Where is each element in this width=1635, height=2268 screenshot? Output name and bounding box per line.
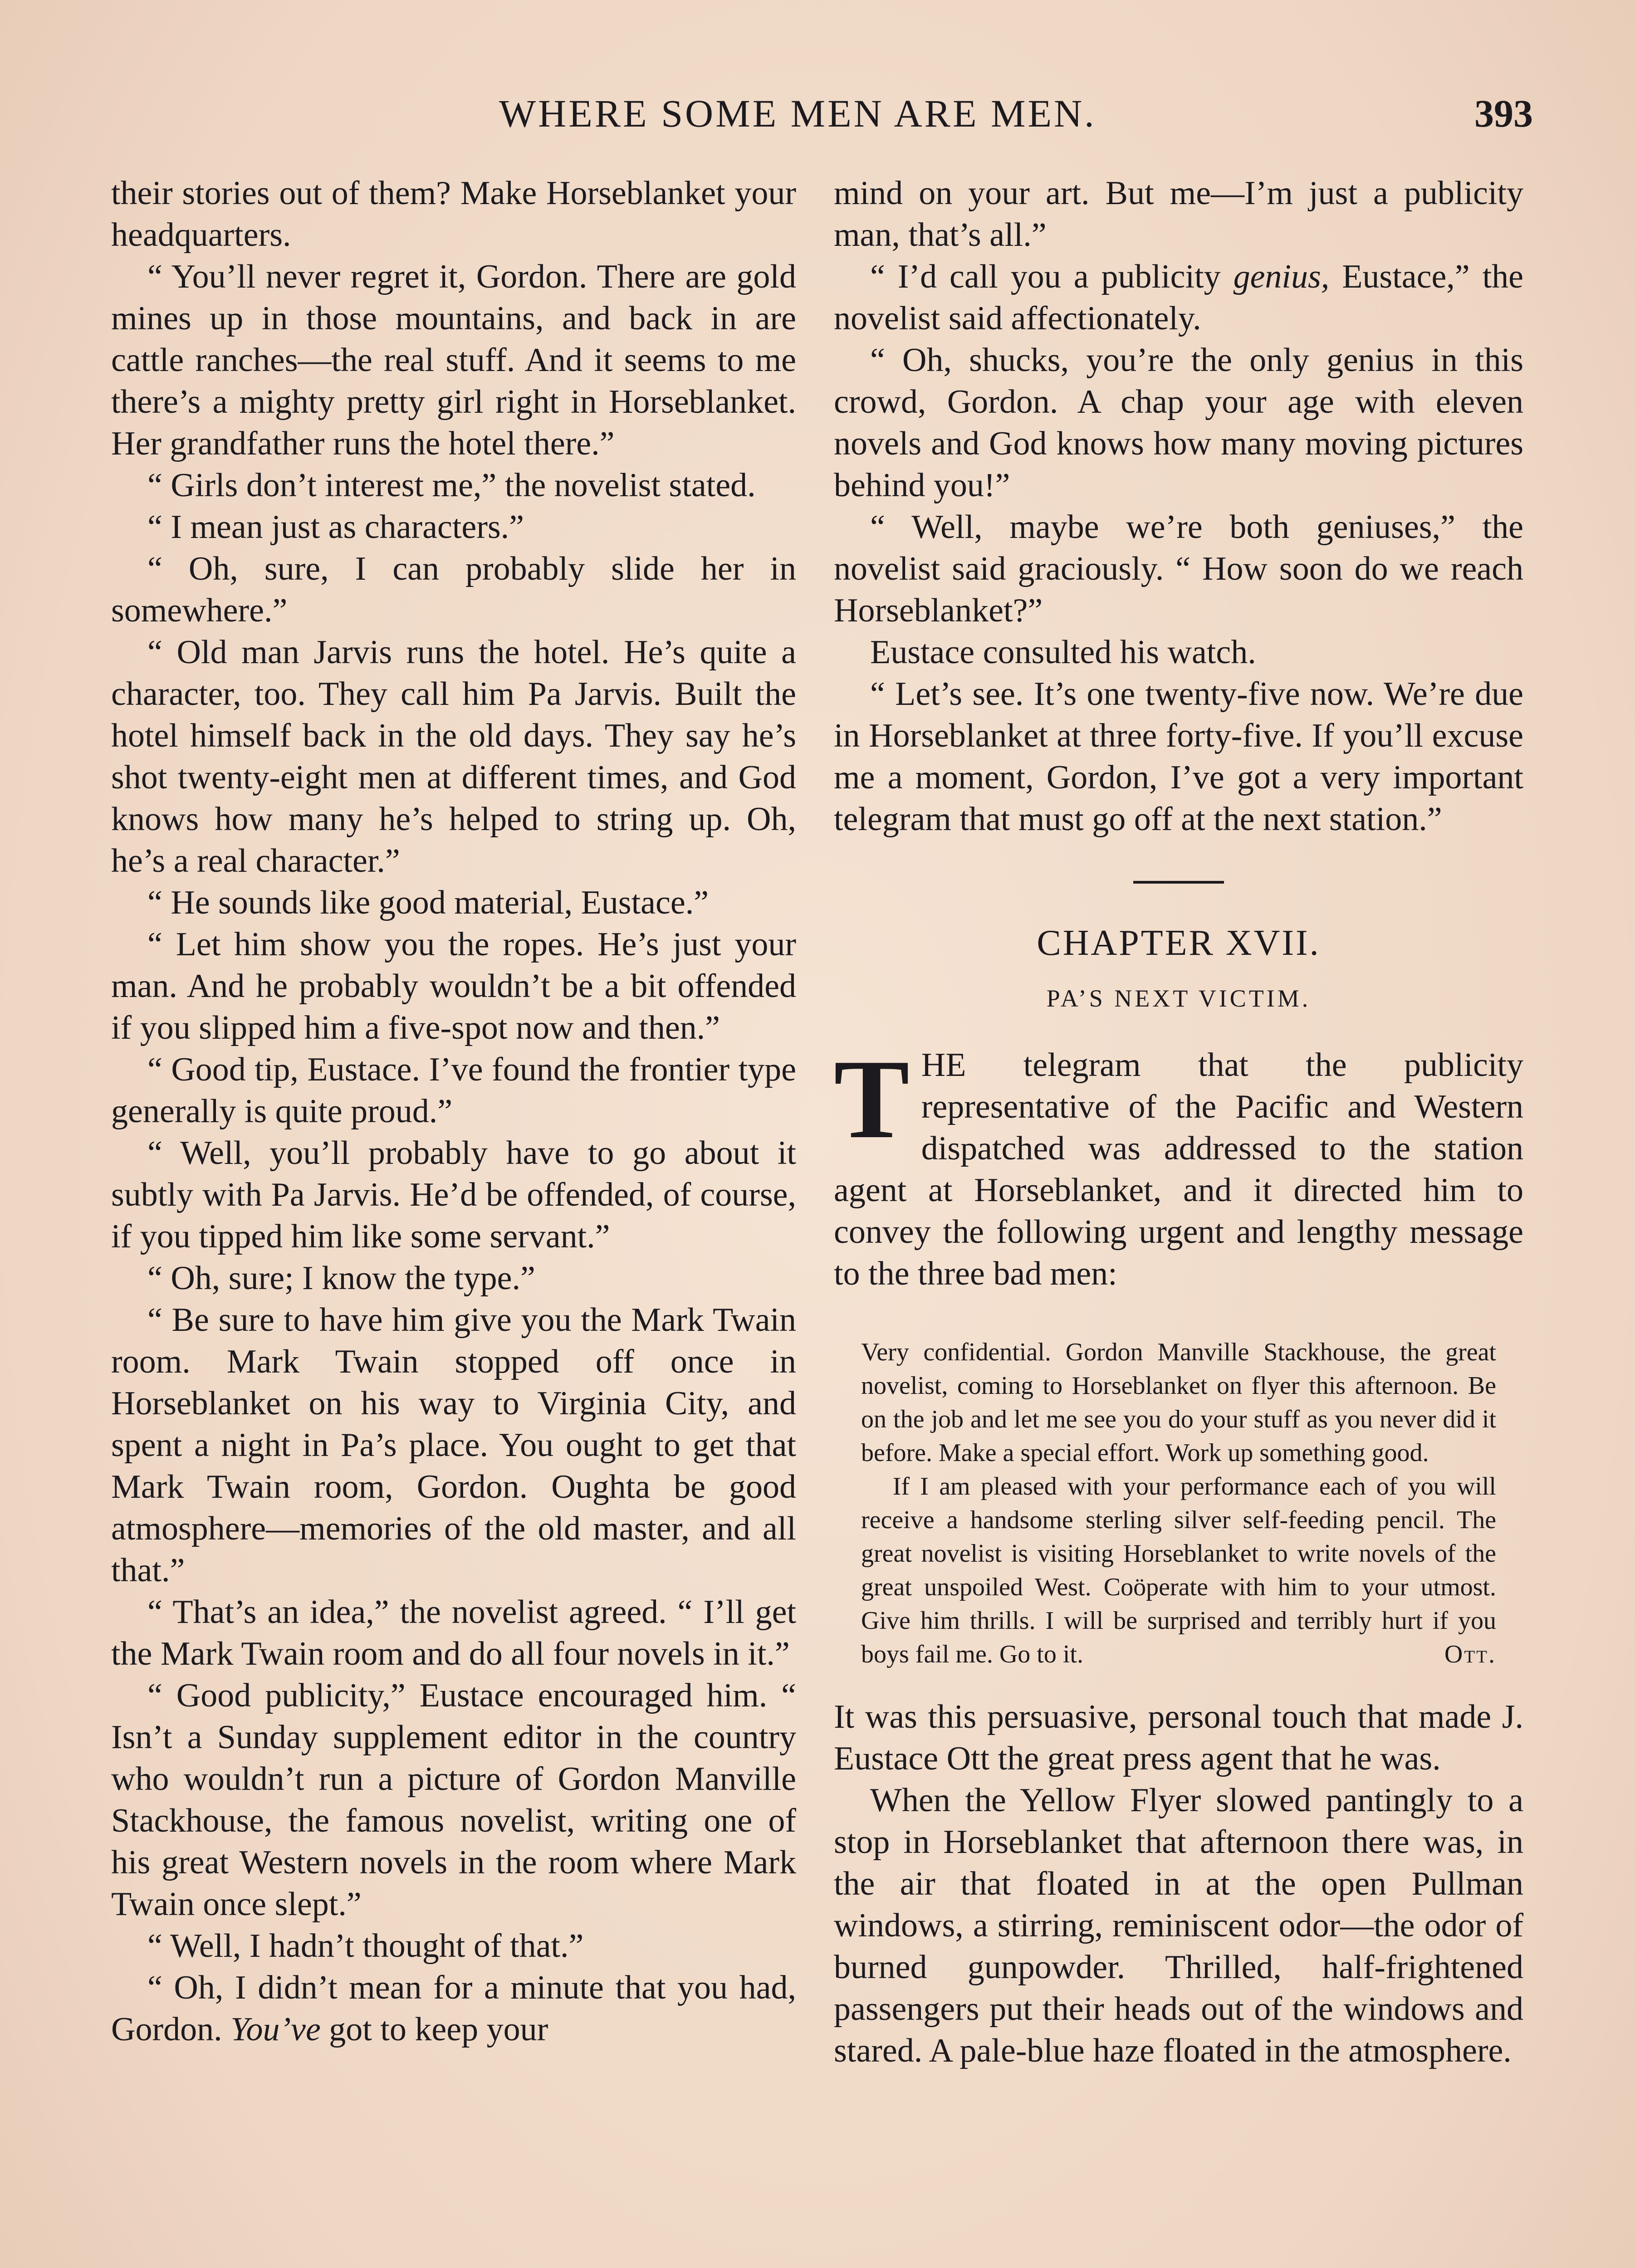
right-column <box>834 172 1523 2072</box>
paragraph: “ You’ll never regret it, Gordon. There are gold mines up in those mountains, and back in are cattle ranches—the real stuff. And it seems to me there’s a mighty pretty girl right in Horseblanket. Her grandfather runs the hotel there.” <box>111 258 796 462</box>
emphasis: You’ve <box>230 2011 321 2048</box>
paragraph: “ I mean just as characters.” <box>147 508 524 546</box>
left-column <box>111 172 796 2050</box>
paragraph: mind on your art. But me—I’m just a publicity man, that’s all.” <box>834 175 1523 254</box>
paragraph: “ Good publicity,” Eustace encouraged him. “ Isn’t a Sunday supplement editor in the country who wouldn’t run a picture of Gordon Manville Stackhouse, the famous novelist, writing one of his great Western novels in the room where Mark Twain once slept.” <box>111 1677 796 1923</box>
paragraph: “ Girls don’t interest me,” the novelist stated. <box>147 467 756 504</box>
emphasis: genius, <box>1233 258 1330 295</box>
telegram-paragraph: Very confidential. Gordon Manville Stackhouse, the great novelist, coming to Horseblanket on flyer this afternoon. Be on the job and let me see you do your stuff as you never did it before. Make a special effort. Work up something good. <box>861 1338 1496 1467</box>
paragraph: “ Well, maybe we’re both geniuses,” the novelist said graciously. “ How soon do we reach Horseblanket?” <box>834 508 1523 629</box>
paragraph: “ Good tip, Eustace. I’ve found the frontier type generally is quite proud.” <box>111 1051 796 1130</box>
text-run: “ Oh, I didn’t mean for a minute that you had, Gordon. <box>111 1969 796 2048</box>
paragraph: “ Oh, sure, I can probably slide her in somewhere.” <box>111 550 796 629</box>
paragraph: “ Be sure to have him give you the Mark Twain room. Mark Twain stopped off once in Horseblanket on his way to Virginia City, and spent a night in Pa’s place. You ought to get that Mark Twain room, Gordon. Oughta be good atmosphere—memories of the old master, and all that.” <box>111 1301 796 1589</box>
text-run: HE telegram that the publicity representative of the Pacific and Western dispatched was addressed to the station agent at Horseblanket, and it directed him to convey the following urgent and lengthy message to the three bad men: <box>834 1046 1523 1292</box>
chapter-opening-paragraph <box>834 1036 1523 1295</box>
paragraph: “ Let him show you the ropes. He’s just your man. And he probably wouldn’t be a bit offended if you slipped him a five-spot now and then.” <box>111 926 796 1046</box>
page-header <box>0 91 1635 154</box>
paragraph: “ Oh, sure; I know the type.” <box>147 1260 535 1297</box>
telegram-paragraph <box>861 1470 1496 1671</box>
running-title: WHERE SOME MEN ARE MEN. <box>499 92 1097 135</box>
paragraph: “ Well, you’ll probably have to go about it subtly with Pa Jarvis. He’d be offended, of course, if you tipped him like some servant.” <box>111 1134 796 1255</box>
paragraph: It was this persuasive, personal touch that made J. Eustace Ott the great press agent that he was. <box>834 1698 1523 1777</box>
text-run: If I am pleased with your performance each of you will receive a handsome sterling silver self-feeding pencil. The great novelist is visiting Horseblanket to write novels of the great unspoiled West. Coöperate with him to your utmost. Give him thrills. I will be surprised and terribly hurt if you boys fail me. Go to it. <box>861 1472 1496 1668</box>
paragraph: “ He sounds like good material, Eustace.” <box>147 884 709 921</box>
telegram-signature: Ott. <box>1444 1640 1496 1668</box>
paragraph: “ That’s an idea,” the novelist agreed. “ I’ll get the Mark Twain room and do all four novels in it.” <box>111 1593 796 1672</box>
page-number: 393 <box>1474 92 1533 135</box>
paragraph: “ Well, I hadn’t thought of that.” <box>147 1927 584 1965</box>
paragraph <box>111 1967 796 2050</box>
paragraph: When the Yellow Flyer slowed pantingly to a stop in Horseblanket that afternoon there was, in the air that floated in at the open Pullman windows, a stirring, reminiscent odor—the odor of burned gunpowder. Thrilled, half-frightened passengers put their heads out of the windows and stared. A pale-blue haze floated in the atmosphere. <box>834 1782 1523 2069</box>
paragraph: “ Old man Jarvis runs the hotel. He’s quite a character, too. They call him Pa Jarvis. Built the hotel himself back in the old days. They say he’s shot twenty-eight men at different times, and God knows how many he’s helped to string up. Oh, he’s a real character.” <box>111 634 796 880</box>
text-run: Eustace,” the novelist said affectionately. <box>834 258 1524 337</box>
paragraph: “ Oh, shucks, you’re the only genius in this crowd, Gordon. A chap your age with eleven novels and God knows how many moving pictures behind you!” <box>834 342 1523 504</box>
telegram-text <box>861 1335 1496 1671</box>
text-run: got to keep your <box>320 2011 548 2048</box>
drop-cap: T <box>834 1036 910 1162</box>
paragraph <box>834 256 1523 339</box>
paragraph: Eustace consulted his watch. <box>870 634 1256 671</box>
paragraph: “ Let’s see. It’s one twenty-five now. We’re due in Horseblanket at three forty-five. If you’ll excuse me a moment, Gordon, I’ve got a very important telegram that must go off at the next station.” <box>834 675 1523 838</box>
paragraph: their stories out of them? Make Horseblanket your headquarters. <box>111 175 796 254</box>
section-divider <box>1133 881 1224 884</box>
chapter-heading: CHAPTER XVII. <box>1037 923 1321 963</box>
text-run: “ I’d call you a publicity <box>870 258 1234 295</box>
chapter-subtitle: PA’S NEXT VICTIM. <box>1046 985 1311 1012</box>
